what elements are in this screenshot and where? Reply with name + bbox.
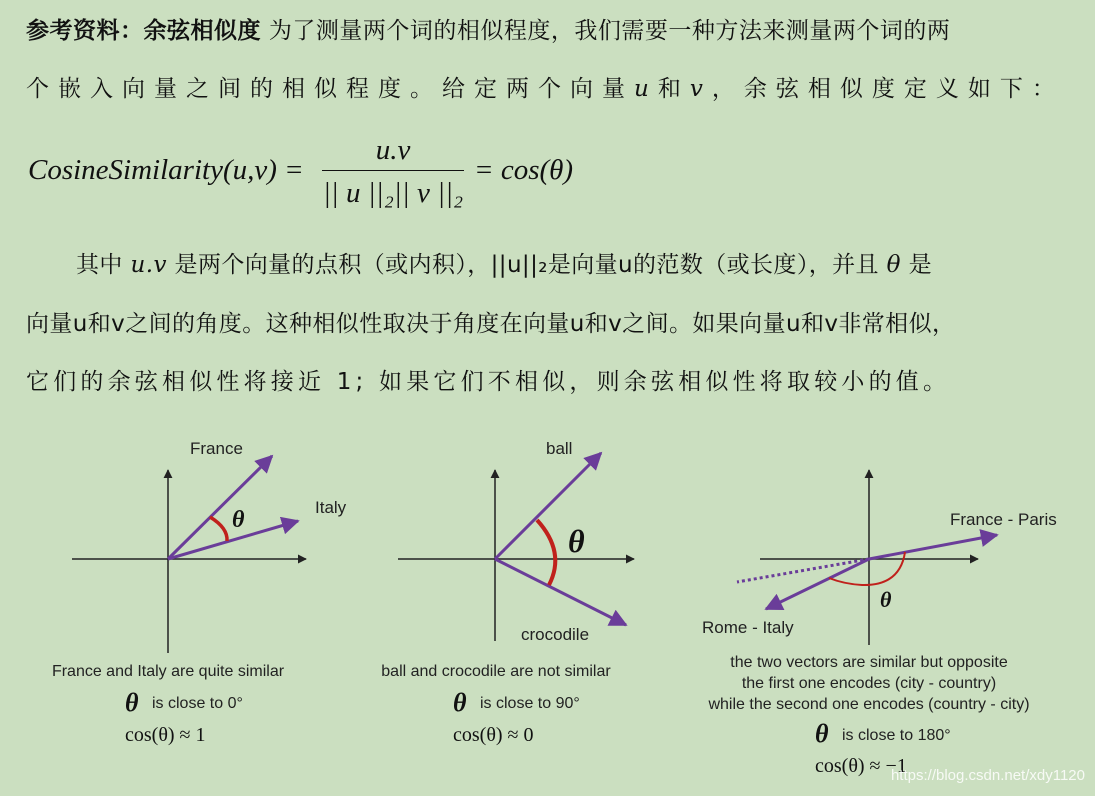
caption-line-3: while the second one encodes (country - city) <box>708 696 1030 713</box>
diagram-ball-crocodile <box>381 439 634 746</box>
caption: France and Italy are quite similar <box>51 663 285 680</box>
explain-line-2: 向量u和v之间的角度。这种相似性取决于角度在向量u和v之间。如果向量u和v非常相似， <box>26 311 956 337</box>
watermark: https://blog.csdn.net/xdy1120 <box>890 767 1085 784</box>
label-france: France <box>190 439 243 458</box>
cos-approx: cos(θ) ≈ 1 <box>125 724 206 746</box>
angle-arc <box>210 517 227 541</box>
label-france-paris: France - Paris <box>950 510 1057 529</box>
intro-text-2b: ，余弦相似度定义如下： <box>711 76 1064 102</box>
intro-text-2a: 个嵌入向量之间的相似程度。给定两个向量 <box>26 76 634 102</box>
conj-he: 和 <box>657 76 690 102</box>
angle-arc <box>537 520 555 585</box>
close-to-text: is close to 180° <box>842 727 951 744</box>
cos-approx: cos(θ) ≈ −1 <box>815 755 907 777</box>
theta-symbol: θ <box>453 688 467 717</box>
label-ball: ball <box>546 439 573 458</box>
vector-crocodile <box>495 559 626 625</box>
var-u: u <box>634 76 658 102</box>
label-rome-italy: Rome - Italy <box>702 618 794 637</box>
theta-label: θ <box>568 523 585 559</box>
close-to-text: is close to 0° <box>152 695 243 712</box>
vector-ball <box>495 453 601 559</box>
var-v: v <box>689 76 712 102</box>
angle-arc <box>829 552 905 585</box>
diagram-france-paris-rome-italy <box>702 470 1057 777</box>
extension-dotted <box>737 559 869 582</box>
close-to-text: is close to 90° <box>480 695 580 712</box>
caption: ball and crocodile are not similar <box>381 663 611 680</box>
formula-lhs: CosineSimilarity(u,v) = <box>28 154 304 186</box>
explain-line-3: 它们的余弦相似性将接近 1; 如果它们不相似，则余弦相似性将取较小的值。 <box>26 369 951 395</box>
theta-label: θ <box>232 507 245 533</box>
theta-symbol: θ <box>125 688 139 717</box>
explain-1a: 其中 <box>76 252 131 278</box>
section-heading: 参考资料：余弦相似度 <box>26 18 261 44</box>
vector-france-paris <box>869 535 997 559</box>
label-italy: Italy <box>315 498 347 517</box>
caption-line-1: the two vectors are similar but opposite <box>730 654 1008 671</box>
formula-rhs: = cos(θ) <box>474 154 574 186</box>
cos-approx: cos(θ) ≈ 0 <box>453 724 534 746</box>
formula-denominator: || u ||₂|| v ||₂ <box>322 177 464 209</box>
theta-symbol: θ <box>815 719 829 748</box>
theta-label: θ <box>880 587 892 612</box>
explain-theta: θ <box>886 252 901 278</box>
diagram-france-italy <box>52 439 347 746</box>
explain-uv: u.v <box>130 252 167 278</box>
caption-line-2: the first one encodes (city - country) <box>741 675 997 692</box>
explain-1b: 是两个向量的点积（或内积），||u||₂是向量u的范数（或长度），并且 <box>166 252 887 278</box>
formula-numerator: u.v <box>375 134 411 166</box>
label-crocodile: crocodile <box>521 625 590 644</box>
explain-1c: 是 <box>900 252 933 278</box>
intro-text-1: 为了测量两个词的相似程度，我们需要一种方法来测量两个词的两 <box>268 18 951 44</box>
